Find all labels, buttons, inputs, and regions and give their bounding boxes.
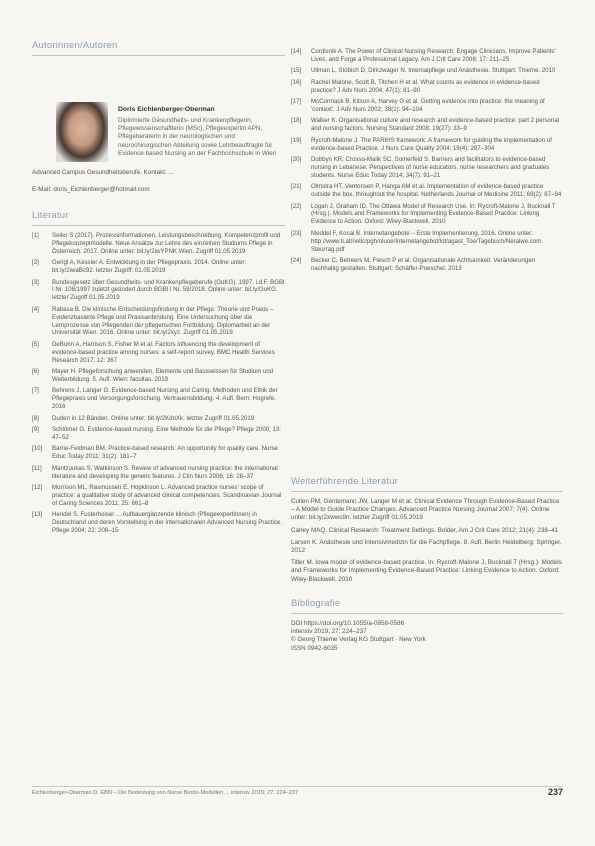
reference-item bbox=[32, 465, 285, 481]
reference-number: [1] bbox=[32, 232, 39, 239]
bibliography-line: ISSN 0942-6035 bbox=[291, 644, 338, 652]
bibliography-lines bbox=[291, 620, 563, 653]
page-footer bbox=[32, 786, 563, 796]
reference-number: [16] bbox=[291, 78, 302, 86]
reference-number: [4] bbox=[32, 305, 39, 313]
reference-text: Rachel Malone, Scott B, Titchen H et al. What counts as evidence in evidence-based practice? J Adv Nurs 2004; 47(1): 81–90 bbox=[311, 78, 540, 94]
further-reading-item: Larsen K. Anästhesie und Intensivmedizin für die Fachpflege. 8. Aufl. Berlin Heidelberg: Springer. 2012 bbox=[291, 538, 562, 555]
reference-number: [14] bbox=[291, 48, 302, 55]
reference-text: Ullman L, Stöbich D, Dirkzwager N. Internalpflege und Anästhesie. Stuttgart: Thieme. 2010 bbox=[311, 67, 556, 75]
reference-number: [18] bbox=[291, 117, 302, 125]
reference-item bbox=[32, 387, 285, 411]
reference-item bbox=[291, 98, 563, 114]
reference-item bbox=[291, 183, 563, 199]
reference-text: Walker K. Organisational culture and research and evidence-based practice: part 2 personal and nursing factors. Nursing Standard 2008; 19(27): 33–9 bbox=[311, 117, 560, 133]
literature-list-right bbox=[291, 48, 563, 273]
further-reading-item: Titler M. Iowa model of evidence-based practice. In: Rycroft-Malone J, Bucknall T (Hrsg.). Models and Frameworks for Implementing Evidence-Based Practice: Linking Evidence to Action. Oxford: Wiley-Blackwell. 2010 bbox=[291, 559, 562, 583]
reference-item bbox=[291, 117, 563, 133]
author-section bbox=[32, 40, 285, 193]
reference-number: [2] bbox=[32, 259, 39, 267]
reference-number: [10] bbox=[32, 445, 43, 453]
reference-number: [24] bbox=[291, 256, 302, 264]
reference-item bbox=[32, 259, 285, 275]
reference-number: [23] bbox=[291, 229, 302, 237]
author-email[interactable]: E-Mail: doris_Eichlenberger@hotmail.com bbox=[32, 186, 150, 193]
reference-text: Mantzoukas S, Watkinson S. Review of advanced nursing practice: the international literature and developing the generic features. J Clin Nurs 2006; 16: 28–37 bbox=[52, 464, 278, 480]
reference-text: Duden in 12 Bänden. Online unter: bit.ly/2KdnXk. letzter Zugriff 01.05.2019 bbox=[52, 414, 255, 422]
reference-number: [22] bbox=[291, 202, 302, 210]
literature-continued bbox=[291, 48, 563, 276]
reference-item bbox=[32, 341, 285, 365]
reference-text: DeBurin A, Harrison S, Fisher M et al. Factors influencing the development of evidence-based practice among nurses: a self-report survey. BMC Health Services Research 2017; 12: 367 bbox=[52, 340, 275, 364]
reference-text: Seiler S (2017). Prozessinformationen, Leistungsbeschreibung, Kompetenzprofil und Pflegekonzeptmodelle. Neue Ansätze zur Lehre des einzelnen Studiums Pflege in Österreich. 2017. Online unter: bit.ly/2iwYPNK Wien, Zugriff 01.05.2019 bbox=[52, 232, 281, 255]
further-reading-title: Weiterführende Literatur bbox=[291, 476, 563, 492]
reference-text: Logan J, Graham ID. The Ottawa Model of Research Use. In: Rycroft-Malone J, Bucknall T (Hrsg.). Models and Frameworks for Implementing Evidence-Based Practice: Linking Evidence to Action. Oxford: Wiley-Blackwell. 2010 bbox=[311, 202, 556, 226]
reference-number: [15] bbox=[291, 67, 302, 75]
bibliography-title: Bibliografie bbox=[291, 598, 563, 614]
reference-item bbox=[291, 156, 563, 180]
bibliography-line: © Georg Thieme Verlag KG Stuttgart · New York bbox=[291, 636, 426, 644]
reference-text: Behrens J, Langer G. Evidence-based Nursing and Caring. Methoden und Ethik der Pflegepraxis und Versorgungsforschung. Vertrauensbildung. 4. Aufl. Bern: Hogrefe. 2016 bbox=[52, 387, 278, 411]
reference-number: [20] bbox=[291, 155, 302, 163]
bibliography-line: DOI https://doi.org/10.1055/a-0958-0586 bbox=[291, 620, 405, 627]
reference-text: Barrie-Feldman BM. Practice-based research: An opportunity for quality care. Nurse Educ Today 2011; 31(2): 181–7 bbox=[52, 445, 278, 461]
page-number: 237 bbox=[547, 787, 563, 797]
reference-text: Becker C, Betreers M, Flesch P et al. Organisationale Achtsamkeit. Veränderungen nachhaltig gestalten. Stuttgart: Schäffer-Poeschel. 2013 bbox=[311, 256, 536, 272]
reference-item bbox=[32, 484, 285, 508]
reference-text: Bundesgesetz über Gesundheits- und Krankenpflegeberufe (GuKG). 1997. i.d.F. BGBl I Nr. 108/1997 zuletzt geändert durch BGBl I Nr. 59/2018. Online unter: bit.ly/GuKG. letzter Zugriff 01.05.2019 bbox=[52, 278, 285, 302]
author-box bbox=[32, 62, 285, 193]
footer-citation: Eichlenberger-Oberman D. EBN – Die Bedeutung von Nurse Berdo-Modellen ... intensiv 2019; 27: 224–237 bbox=[32, 790, 299, 796]
reference-item bbox=[32, 232, 285, 256]
reference-number: [11] bbox=[32, 464, 42, 472]
bibliography-line: intensiv 2019; 27: 224–237 bbox=[291, 628, 367, 636]
reference-text: Gerigl A, Kessler A. Entwicklung in der Pflegepraxis. 2014. Online unter: bit.ly/2iwaBc92. letzter Zugriff: 01.05.2019 bbox=[52, 259, 247, 275]
reference-item bbox=[291, 257, 563, 273]
further-reading-section bbox=[291, 476, 563, 588]
reference-item bbox=[291, 67, 563, 75]
reference-item bbox=[32, 426, 285, 442]
reference-number: [21] bbox=[291, 183, 302, 191]
reference-text: Olmstra HT, Ventonsen P, Hanga AM et al. Implementation of evidence-based practice outside the box, throughout the hospital. Netherlands Journal of Medicine 2011; 69(2): 87–94 bbox=[311, 183, 562, 199]
reference-text: Cordisnik A. The Power of Clinical Nursing Research: Engage Clinicians, Improve Patients' Lives, and Forge a Professional Legacy. Am J Crit Care 2008; 17: 211–25 bbox=[311, 48, 556, 63]
reference-text: Hendel S, Fusterhoiser ... Aufbauergänzende klinisch (Pflegeexpertinnen) in Deutschland und deren Vorstellung in der internationalen Advanced Nursing Practice. Pflege 2004; 22: 208–15 bbox=[52, 511, 283, 534]
reference-text: Morrison ML, Rasmussen E, Hopkinson L. Advanced practice nurses' scope of practice: a qualitative study of advanced clinical competencies. Scandinavian Journal of Caring Sciences 2011; 25: 661–8 bbox=[52, 483, 282, 507]
reference-number: [5] bbox=[32, 340, 39, 348]
reference-item bbox=[291, 203, 563, 227]
further-reading-item: Cullen PM, Gentemann JW, Langer M et al. Clinical Evidence Through Evidence-Based Practice – A Model to Guide Practice Changes. Advanced Practice Nursing Journal 2007; 7(4). Online unter: bit.ly/2xwws9n. letzter Zugriff 01.05.2019 bbox=[291, 498, 560, 522]
reference-number: [13] bbox=[32, 511, 43, 519]
reference-item bbox=[32, 279, 285, 303]
reference-number: [12] bbox=[32, 483, 43, 491]
literature-list-left bbox=[32, 232, 285, 535]
reference-number: [8] bbox=[32, 414, 39, 422]
reference-item bbox=[291, 137, 563, 153]
author-name: Doris Eichlenberger-Oberman bbox=[118, 106, 215, 113]
bibliography-section bbox=[291, 598, 563, 653]
further-reading-list bbox=[291, 498, 563, 584]
reference-text: Dobbyn KR, Crosso-Malik SC, Somerfeld S. Barriers and facilitators to evidence-based nursing in Lebanese: Perspectives of nurse educators, nurse researchers and graduates students. Nurse Educ Today 2014; 34(7): 91–21 bbox=[311, 155, 550, 179]
reference-item bbox=[32, 511, 285, 535]
author-bio-continued: Advanced Campus Gesundheitsberufe. Kontakt: ... bbox=[32, 169, 174, 176]
reference-text: Meddel F, Kocal B. Internetangebote – Erste Implementierung. 2016. Online unter: http://www.ti.at/netic/pgh/oluoe/Internetangebot/lot/agast_Toe/Tagebuch/Neralwe.com. Steurrag.pdf bbox=[311, 229, 544, 253]
author-photo bbox=[56, 102, 108, 162]
reference-item bbox=[291, 230, 563, 254]
reference-item bbox=[291, 79, 563, 95]
reference-item bbox=[32, 445, 285, 461]
reference-number: [9] bbox=[32, 426, 39, 434]
reference-text: McCormack B, Kitson A, Harvey G et al. Getting evidence into practice: the meaning of 'context'. J Adv Nurs 2002; 38(1): 94–104 bbox=[311, 98, 545, 113]
reference-number: [3] bbox=[32, 278, 39, 286]
reference-item bbox=[32, 368, 285, 384]
reference-text: Schlömer G. Evidence-based nursing. Eine Methode für die Pflege? Pflege 2000; 13: 47–52 bbox=[52, 426, 281, 441]
reference-number: [7] bbox=[32, 387, 39, 395]
reference-number: [17] bbox=[291, 98, 302, 106]
reference-text: Rycroft-Malone J. The PARIHS framework: A framework for guiding the implementation of evidence-based Practice. J Nurs Care Quality 2004; 19(4): 297–304 bbox=[311, 136, 552, 152]
author-bio: Diplomierte Gesundheits- und Krankenpflegerin, Pflegewissenschaftlerin (MSc), Pflegeexpertin APN, Pflegeberaterin in der neurologischen und neurochirurgischen Abteilung sowie Lehrbeauftragte für Evidence based Nursing an der Fachhochschule in Wien bbox=[118, 117, 277, 157]
reference-item bbox=[32, 415, 285, 423]
author-section-title: Autorinnen/Autoren bbox=[32, 40, 285, 56]
further-reading-item: Carley MAQ. Clinical Research: Treatment Settings. Bolder, Am J Crit Care 2012; 21(4): 238–41 bbox=[291, 526, 559, 534]
reference-item bbox=[32, 306, 285, 338]
reference-number: [19] bbox=[291, 136, 302, 144]
reference-text: Mayer H. Pflegeforschung anwenden. Elemente und Basiswissen für Studium und Weiterbildung. 5. Aufl. Wien: facultas. 2019 bbox=[52, 368, 274, 383]
literature-title: Literatur bbox=[32, 210, 285, 226]
reference-text: Rabasa B. Die klinische Entscheidungsfindung in der Pflege: Theorie und Praxis – Evidenzbasierte Pflege und Praxisanbindung. Eine Untersuchung über die Lernprozesse von Pflegenden der pflegerischen Fortbildung. Diplomarbeit an der Universität Wien. 2016. Online unter: bit.ly/2xyz. Zugriff 01.05.2019 bbox=[52, 305, 274, 337]
reference-item bbox=[291, 48, 563, 64]
literature-section bbox=[32, 210, 285, 538]
reference-number: [6] bbox=[32, 368, 39, 376]
